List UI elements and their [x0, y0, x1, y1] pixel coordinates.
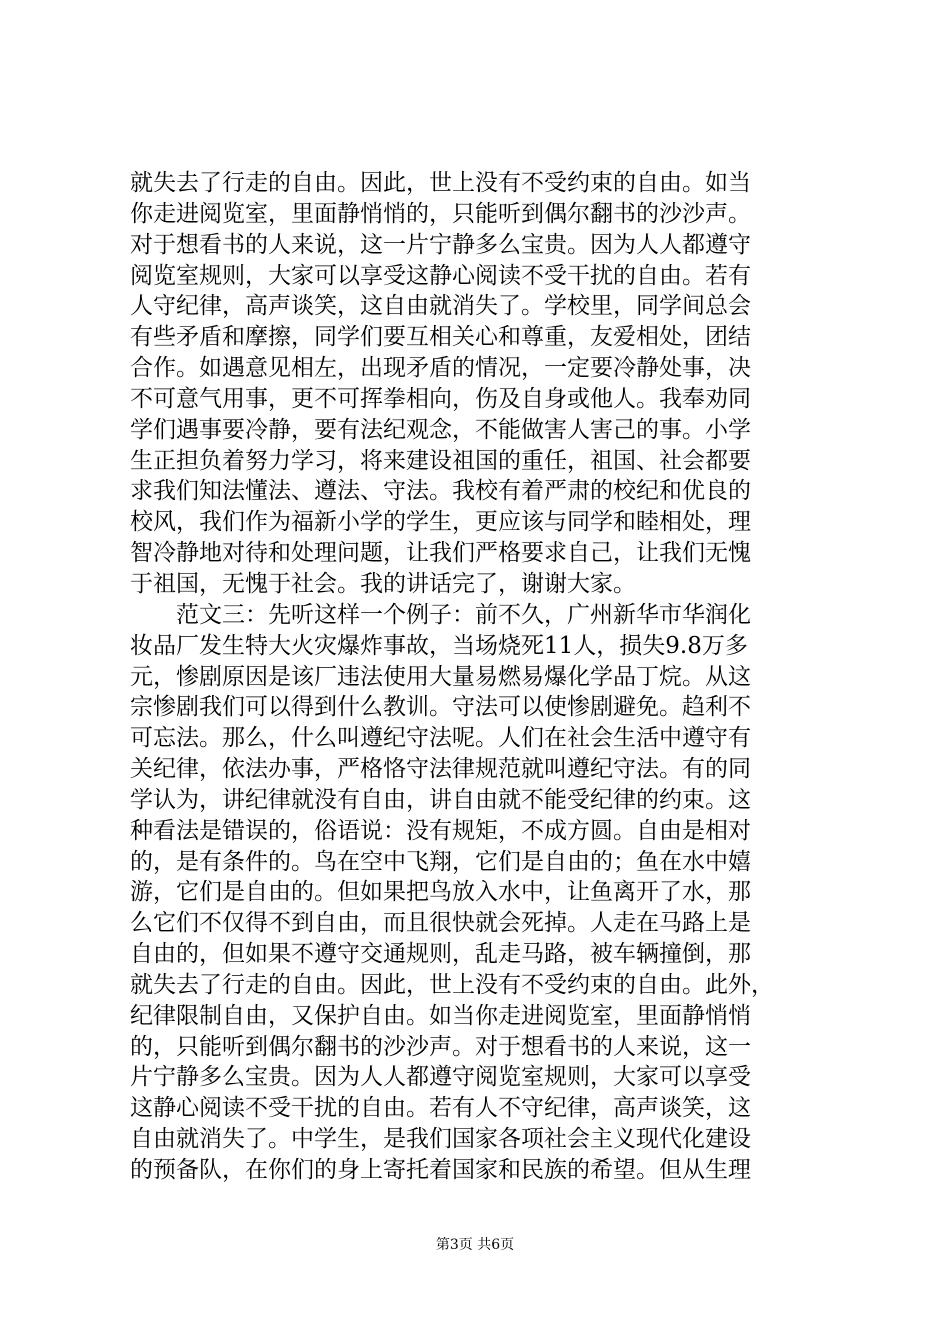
text-line: 生正担负着努力学习，将来建设祖国的重任，祖国、社会都要 [130, 447, 751, 474]
page-footer: 第3页 共6页 [435, 1237, 515, 1253]
text-line: 就失去了行走的自由。因此，世上没有不受约束的自由。如当 [130, 170, 751, 196]
text-line: 元，惨剧原因是该厂违法使用大量易燃易爆化学品丁烷。从这 [130, 663, 751, 690]
text-line: 片宁静多么宝贵。因为人人都遵守阅览室规则，大家可以享受 [130, 1064, 751, 1091]
text-line: 可忘法。那么，什么叫遵纪守法呢。人们在社会生活中遵守有 [130, 725, 751, 752]
text-line: 求我们知法懂法、遵法、守法。我校有着严肃的校纪和优良的 [130, 478, 751, 505]
text-line: 妆品厂发生特大火灾爆炸事故，当场烧死11人，损失9.8万多 [130, 632, 748, 659]
text-line: 不可意气用事，更不可挥拳相向，伤及自身或他人。我奉劝同 [130, 385, 751, 412]
text-line: 宗惨剧我们可以得到什么教训。守法可以使惨剧避免。趋利不 [130, 694, 751, 721]
text-line: 阅览室规则，大家可以享受这静心阅读不受干扰的自由。若有 [130, 262, 751, 289]
text-line: 么它们不仅得不到自由，而且很快就会死掉。人走在马路上是 [130, 910, 751, 937]
text-line: 对于想看书的人来说，这一片宁静多么宝贵。因为人人都遵守 [130, 231, 751, 258]
text-line: 自由就消失了。中学生，是我们国家各项社会主义现代化建设 [130, 1126, 751, 1153]
text-line: 就失去了行走的自由。因此，世上没有不受约束的自由。此外， [130, 971, 774, 998]
text-line: 合作。如遇意见相左，出现矛盾的情况，一定要冷静处事，决 [130, 355, 751, 382]
text-line: 校风，我们作为福新小学的学生，更应该与同学和睦相处，理 [130, 509, 751, 536]
text-line: 你走进阅览室，里面静悄悄的，只能听到偶尔翻书的沙沙声。 [130, 200, 751, 227]
text-line: 于祖国，无愧于社会。我的讲话完了，谢谢大家。 [130, 570, 636, 597]
text-line: 学认为，讲纪律就没有自由，讲自由就不能受纪律的约束。这 [130, 786, 751, 813]
text-line: 关纪律，依法办事，严格恪守法律规范就叫遵纪守法。有的同 [130, 756, 751, 783]
text-line: 人守纪律，高声谈笑，这自由就消失了。学校里，同学间总会 [130, 293, 751, 320]
text-line: 的，是有条件的。鸟在空中飞翔，它们是自由的；鱼在水中嬉 [130, 848, 751, 875]
text-line: 的，只能听到偶尔翻书的沙沙声。对于想看书的人来说，这一 [130, 1033, 751, 1060]
text-line: 智冷静地对待和处理问题，让我们严格要求自己，让我们无愧 [130, 540, 751, 567]
text-line: 有些矛盾和摩擦，同学们要互相关心和尊重，友爱相处，团结 [130, 324, 751, 351]
body-text [130, 168, 830, 1186]
text-line: 学们遇事要冷静，要有法纪观念，不能做害人害己的事。小学 [130, 416, 751, 443]
text-line: 游，它们是自由的。但如果把鸟放入水中，让鱼离开了水，那 [130, 879, 751, 906]
text-line: 的预备队，在你们的身上寄托着国家和民族的希望。但从生理 [130, 1157, 751, 1183]
text-line: 这静心阅读不受干扰的自由。若有人不守纪律，高声谈笑，这 [130, 1095, 751, 1122]
text-line: 自由的，但如果不遵守交通规则，乱走马路，被车辆撞倒，那 [130, 941, 751, 968]
text-line: 纪律限制自由，又保护自由。如当你走进阅览室，里面静悄悄 [130, 1002, 751, 1029]
text-line: 范文三：先听这样一个例子：前不久，广州新华市华润化 [130, 601, 751, 628]
text-line: 种看法是错误的，俗语说：没有规矩，不成方圆。自由是相对 [130, 817, 751, 844]
